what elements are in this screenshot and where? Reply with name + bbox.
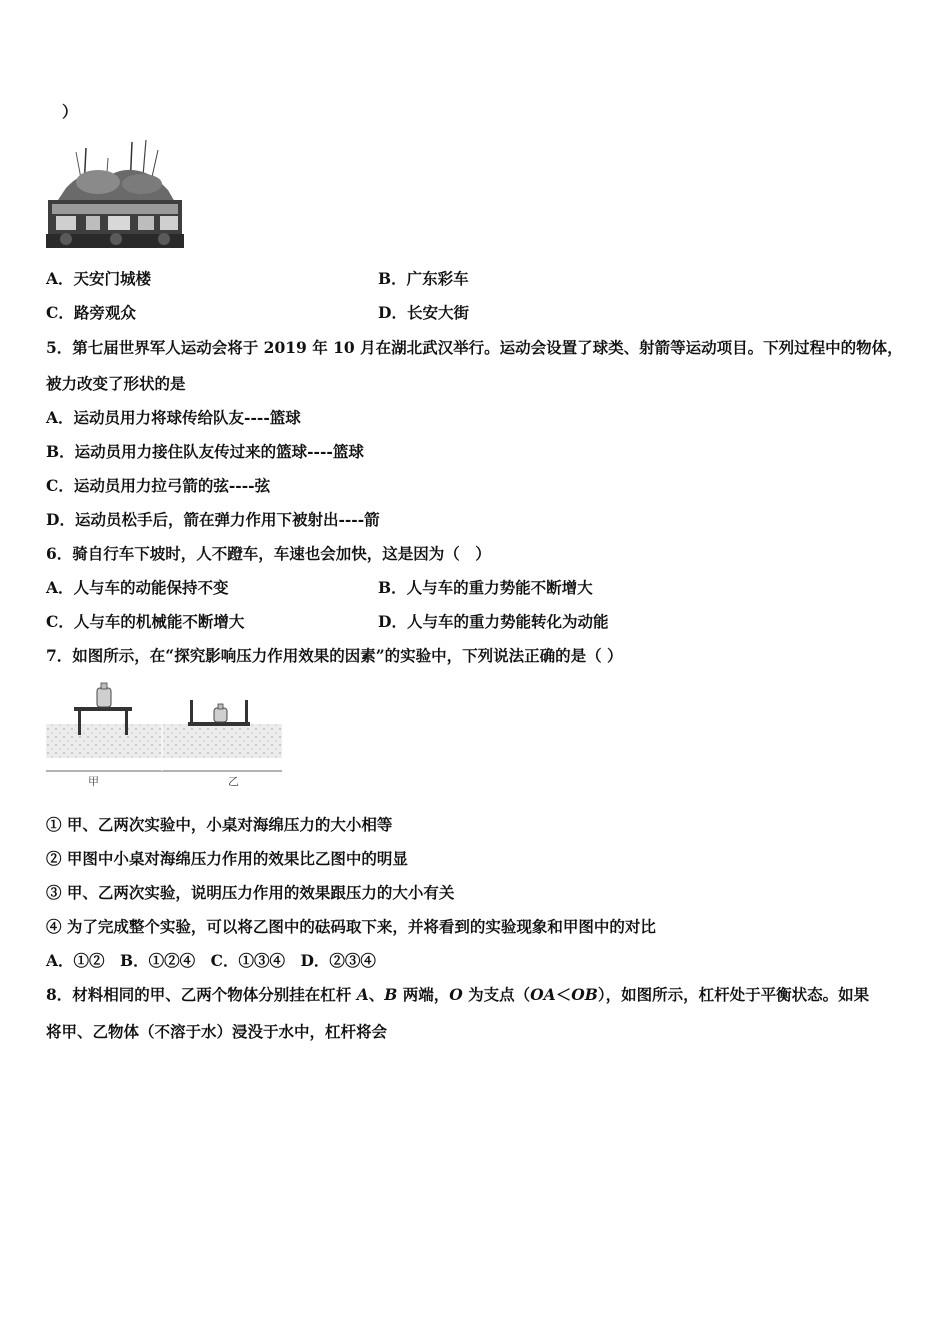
q8-text-c: 为支点（ [462, 985, 531, 1004]
q5-option-a: A．运动员用力将球传给队友----篮球 [46, 408, 301, 427]
q8-lt: ＜ [555, 985, 572, 1004]
q8-var-o: O [449, 985, 463, 1004]
q5-stem-line1: 5．第七届世界军人运动会将于 2019 年 10 月在湖北武汉举行。运动会设置了球类、射箭等运动项目。下列过程中的物体， [46, 338, 903, 357]
q5-option-d: D．运动员松手后，箭在弹力作用下被射出----箭 [46, 510, 380, 529]
q7-fig-label-yi: 乙 [228, 775, 239, 788]
q8-var-oa: OA [530, 985, 556, 1004]
q8-sep: 、 [368, 985, 385, 1004]
q5-stem-line2: 被力改变了形状的是 [46, 374, 186, 393]
q4-option-b: B．广东彩车 [378, 269, 469, 288]
q7-statement-4: ④ 为了完成整个实验，可以将乙图中的砝码取下来，并将看到的实验现象和甲图中的对比 [46, 917, 656, 936]
q8-text-b: 两端， [397, 985, 450, 1004]
q6-stem: 6．骑自行车下坡时，人不蹬车，车速也会加快，这是因为（ ） [46, 544, 491, 563]
q7-statement-2: ② 甲图中小桌对海绵压力作用的效果比乙图中的明显 [46, 849, 408, 868]
q4-option-a: A．天安门城楼 [46, 269, 152, 288]
q8-var-ob: OB [571, 985, 598, 1004]
q6-option-b: B．人与车的重力势能不断增大 [378, 578, 593, 597]
q8-var-b: B [384, 985, 398, 1004]
q7-statement-3: ③ 甲、乙两次实验，说明压力作用的效果跟压力的大小有关 [46, 883, 455, 902]
q8-stem-line1 [46, 985, 869, 1005]
q4-stem-tail: ） [62, 102, 78, 121]
q4-parade-float-photo [46, 138, 184, 248]
q4-option-c: C．路旁观众 [46, 303, 136, 322]
q4-option-d: D．长安大街 [378, 303, 469, 322]
q7-statement-1: ① 甲、乙两次实验中，小桌对海绵压力的大小相等 [46, 815, 393, 834]
q5-option-b: B．运动员用力接住队友传过来的篮球----篮球 [46, 442, 364, 461]
q8-text-a: 8．材料相同的甲、乙两个物体分别挂在杠杆 [46, 985, 357, 1004]
q7-choices: A．①② B．①②④ C．①③④ D．②③④ [46, 951, 376, 970]
q6-option-c: C．人与车的机械能不断增大 [46, 612, 245, 631]
q7-fig-label-jia: 甲 [88, 775, 99, 788]
q5-option-c: C．运动员用力拉弓箭的弦----弦 [46, 476, 271, 495]
q7-pressure-experiment-figure [46, 678, 284, 774]
q8-stem-line2: 将甲、乙物体（不溶于水）浸没于水中，杠杆将会 [46, 1022, 388, 1041]
q6-option-a: A．人与车的动能保持不变 [46, 578, 229, 597]
q8-var-a: A [356, 985, 369, 1004]
q6-option-d: D．人与车的重力势能转化为动能 [378, 612, 609, 631]
q8-text-d: ），如图所示，杠杆处于平衡状态。如果 [597, 985, 870, 1004]
q7-stem: 7．如图所示，在“探究影响压力作用效果的因素”的实验中，下列说法正确的是（ ） [46, 646, 623, 665]
